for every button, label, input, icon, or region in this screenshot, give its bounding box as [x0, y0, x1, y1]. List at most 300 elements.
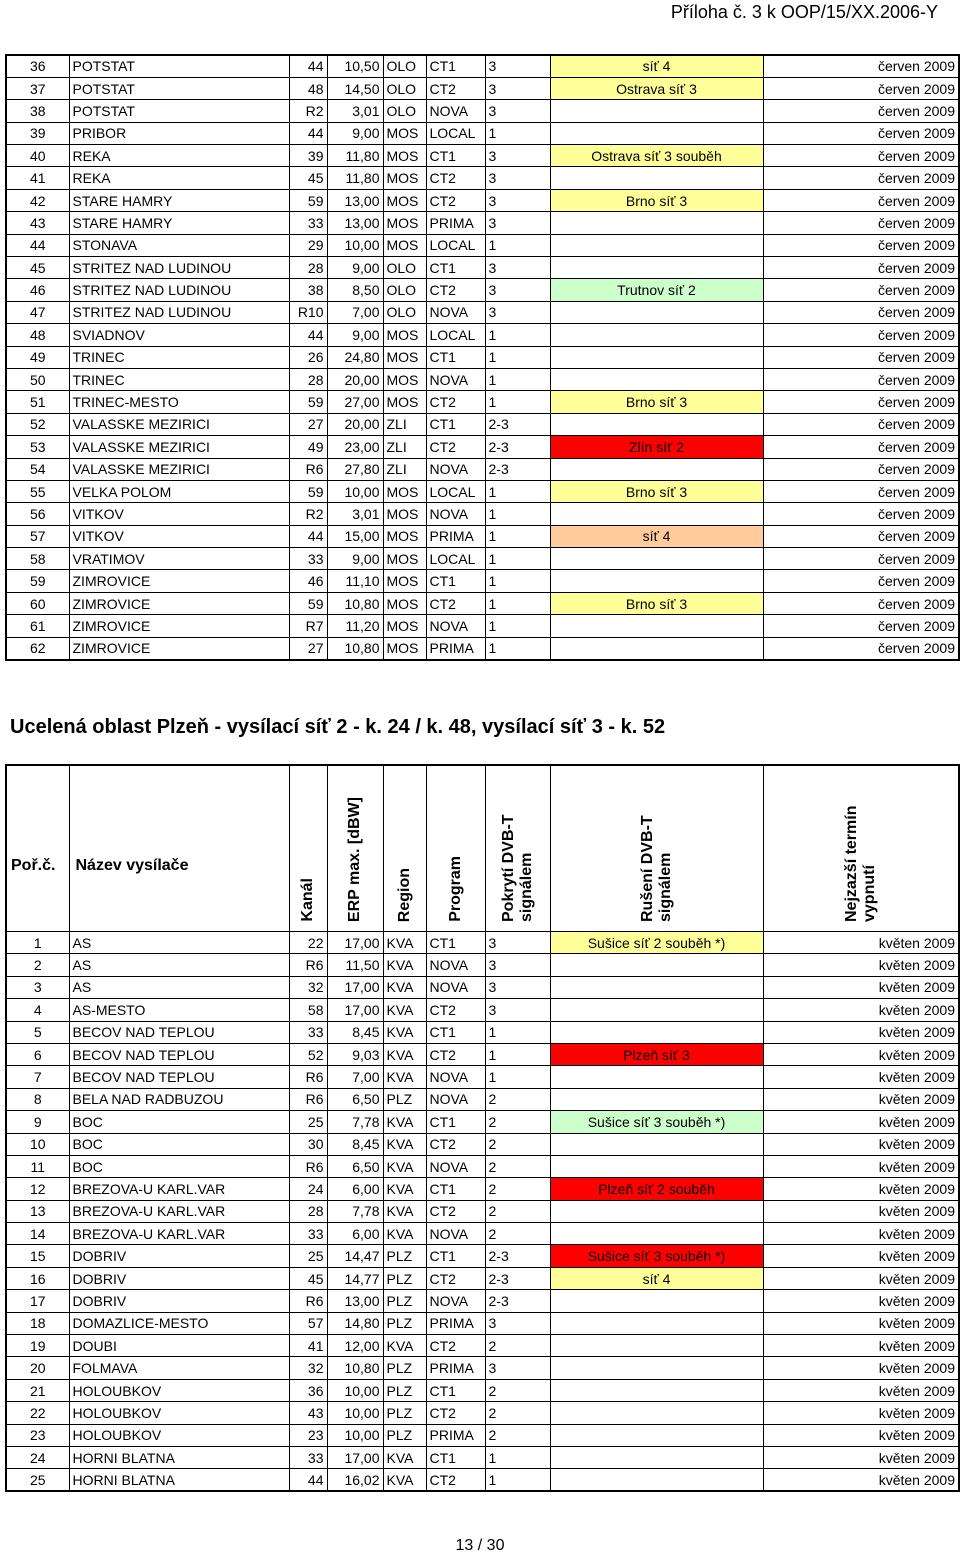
- cell-program: CT2: [426, 1200, 485, 1222]
- cell-switch-off-date: červen 2009: [763, 503, 959, 525]
- cell-switch-off-date: červen 2009: [763, 548, 959, 570]
- table-row: [6, 480, 959, 502]
- cell-coverage: 1: [485, 592, 550, 614]
- cell-interference: [550, 637, 763, 659]
- cell-region: PLZ: [383, 1267, 426, 1289]
- cell-channel: 29: [289, 234, 327, 256]
- cell-interference: Zlín síť 2: [550, 436, 763, 458]
- header-coverage: Pokrytí DVB-T signálem: [485, 765, 550, 932]
- cell-region: MOS: [383, 548, 426, 570]
- cell-switch-off-date: červen 2009: [763, 301, 959, 323]
- cell-number: 40: [6, 145, 69, 167]
- cell-interference: [550, 1021, 763, 1043]
- cell-channel: 44: [289, 55, 327, 77]
- table-row: [6, 1133, 959, 1155]
- cell-program: CT1: [426, 257, 485, 279]
- cell-coverage: 2: [485, 1178, 550, 1200]
- table-row: [6, 976, 959, 998]
- cell-transmitter-name: AS: [69, 976, 289, 998]
- cell-interference: [550, 1312, 763, 1334]
- cell-number: 2: [6, 954, 69, 976]
- cell-number: 42: [6, 189, 69, 211]
- cell-number: 8: [6, 1088, 69, 1110]
- table-row: [6, 1469, 959, 1491]
- cell-erp: 9,03: [327, 1043, 383, 1065]
- cell-interference: Sušice síť 3 souběh *): [550, 1245, 763, 1267]
- cell-interference: [550, 1469, 763, 1491]
- cell-number: 6: [6, 1043, 69, 1065]
- cell-program: PRIMA: [426, 1424, 485, 1446]
- cell-erp: 11,20: [327, 615, 383, 637]
- cell-coverage: 2-3: [485, 413, 550, 435]
- cell-erp: 15,00: [327, 525, 383, 547]
- cell-transmitter-name: VITKOV: [69, 503, 289, 525]
- cell-program: CT2: [426, 1043, 485, 1065]
- cell-region: PLZ: [383, 1290, 426, 1312]
- cell-number: 36: [6, 55, 69, 77]
- cell-erp: 20,00: [327, 368, 383, 390]
- table-row: [6, 1021, 959, 1043]
- table-row: [6, 279, 959, 301]
- cell-channel: 32: [289, 976, 327, 998]
- cell-channel: 48: [289, 77, 327, 99]
- cell-switch-off-date: květen 2009: [763, 1402, 959, 1424]
- table-row: [6, 346, 959, 368]
- table-row: [6, 167, 959, 189]
- cell-coverage: 1: [485, 1066, 550, 1088]
- cell-switch-off-date: květen 2009: [763, 999, 959, 1021]
- cell-erp: 17,00: [327, 1446, 383, 1468]
- cell-interference: [550, 167, 763, 189]
- cell-switch-off-date: červen 2009: [763, 458, 959, 480]
- cell-number: 53: [6, 436, 69, 458]
- cell-region: MOS: [383, 592, 426, 614]
- cell-channel: 49: [289, 436, 327, 458]
- cell-erp: 3,01: [327, 503, 383, 525]
- table-row: [6, 413, 959, 435]
- cell-interference: [550, 458, 763, 480]
- cell-coverage: 3: [485, 212, 550, 234]
- cell-switch-off-date: červen 2009: [763, 167, 959, 189]
- cell-channel: R7: [289, 615, 327, 637]
- cell-region: KVA: [383, 1043, 426, 1065]
- cell-transmitter-name: VALASSKE MEZIRICI: [69, 458, 289, 480]
- cell-channel: 33: [289, 548, 327, 570]
- header-number: Poř.č.: [6, 765, 69, 932]
- cell-program: NOVA: [426, 100, 485, 122]
- cell-erp: 10,80: [327, 637, 383, 659]
- cell-switch-off-date: červen 2009: [763, 436, 959, 458]
- cell-channel: 59: [289, 592, 327, 614]
- cell-erp: 11,50: [327, 954, 383, 976]
- cell-number: 56: [6, 503, 69, 525]
- cell-channel: 58: [289, 999, 327, 1021]
- cell-coverage: 2: [485, 1088, 550, 1110]
- cell-interference: [550, 1200, 763, 1222]
- cell-switch-off-date: květen 2009: [763, 1066, 959, 1088]
- cell-coverage: 2: [485, 1200, 550, 1222]
- cell-interference: Sušice síť 2 souběh *): [550, 932, 763, 954]
- cell-program: CT2: [426, 1469, 485, 1491]
- cell-number: 58: [6, 548, 69, 570]
- cell-region: MOS: [383, 391, 426, 413]
- cell-region: MOS: [383, 615, 426, 637]
- cell-erp: 27,80: [327, 458, 383, 480]
- cell-number: 18: [6, 1312, 69, 1334]
- cell-switch-off-date: květen 2009: [763, 1469, 959, 1491]
- cell-switch-off-date: květen 2009: [763, 1379, 959, 1401]
- cell-channel: 25: [289, 1111, 327, 1133]
- cell-interference: [550, 346, 763, 368]
- table-row: [6, 1088, 959, 1110]
- cell-transmitter-name: BOC: [69, 1111, 289, 1133]
- cell-channel: 45: [289, 1267, 327, 1289]
- cell-program: NOVA: [426, 976, 485, 998]
- table-row: [6, 436, 959, 458]
- cell-region: MOS: [383, 324, 426, 346]
- cell-channel: R6: [289, 458, 327, 480]
- cell-erp: 14,47: [327, 1245, 383, 1267]
- cell-transmitter-name: TRINEC-MESTO: [69, 391, 289, 413]
- cell-transmitter-name: DOBRIV: [69, 1290, 289, 1312]
- cell-switch-off-date: květen 2009: [763, 1312, 959, 1334]
- cell-coverage: 1: [485, 391, 550, 413]
- cell-region: KVA: [383, 1066, 426, 1088]
- cell-number: 13: [6, 1200, 69, 1222]
- cell-coverage: 2-3: [485, 1290, 550, 1312]
- table-row: [6, 1178, 959, 1200]
- cell-erp: 13,00: [327, 1290, 383, 1312]
- table-row: [6, 999, 959, 1021]
- cell-interference: Brno síť 3: [550, 592, 763, 614]
- cell-transmitter-name: STRITEZ NAD LUDINOU: [69, 257, 289, 279]
- cell-channel: R2: [289, 503, 327, 525]
- cell-erp: 17,00: [327, 976, 383, 998]
- cell-interference: [550, 1133, 763, 1155]
- cell-number: 19: [6, 1335, 69, 1357]
- cell-region: MOS: [383, 525, 426, 547]
- page-number: 13 / 30: [455, 1537, 505, 1554]
- cell-coverage: 3: [485, 77, 550, 99]
- cell-transmitter-name: FOLMAVA: [69, 1357, 289, 1379]
- table-row: [6, 100, 959, 122]
- cell-coverage: 2-3: [485, 458, 550, 480]
- cell-coverage: 1: [485, 1446, 550, 1468]
- cell-interference: [550, 413, 763, 435]
- cell-channel: R6: [289, 954, 327, 976]
- cell-number: 7: [6, 1066, 69, 1088]
- cell-region: MOS: [383, 234, 426, 256]
- cell-channel: 33: [289, 212, 327, 234]
- cell-region: OLO: [383, 301, 426, 323]
- header-erp: ERP max. [dBW]: [327, 765, 383, 932]
- cell-number: 10: [6, 1133, 69, 1155]
- cell-channel: 59: [289, 480, 327, 502]
- table-row: [6, 1111, 959, 1133]
- cell-number: 21: [6, 1379, 69, 1401]
- cell-switch-off-date: květen 2009: [763, 976, 959, 998]
- cell-coverage: 1: [485, 1021, 550, 1043]
- cell-channel: 36: [289, 1379, 327, 1401]
- cell-coverage: 1: [485, 480, 550, 502]
- cell-erp: 17,00: [327, 932, 383, 954]
- cell-number: 54: [6, 458, 69, 480]
- cell-region: MOS: [383, 212, 426, 234]
- cell-program: CT1: [426, 55, 485, 77]
- cell-erp: 10,00: [327, 1379, 383, 1401]
- cell-transmitter-name: BECOV NAD TEPLOU: [69, 1021, 289, 1043]
- cell-channel: 59: [289, 189, 327, 211]
- cell-interference: Plzeň síť 2 souběh: [550, 1178, 763, 1200]
- cell-program: CT1: [426, 932, 485, 954]
- cell-program: NOVA: [426, 368, 485, 390]
- cell-number: 37: [6, 77, 69, 99]
- cell-erp: 23,00: [327, 436, 383, 458]
- cell-channel: 52: [289, 1043, 327, 1065]
- cell-channel: 33: [289, 1021, 327, 1043]
- cell-program: NOVA: [426, 954, 485, 976]
- header-name: Název vysílače: [69, 765, 289, 932]
- cell-number: 43: [6, 212, 69, 234]
- cell-program: CT2: [426, 77, 485, 99]
- cell-transmitter-name: ZIMROVICE: [69, 615, 289, 637]
- table-row: [6, 637, 959, 659]
- cell-program: CT1: [426, 346, 485, 368]
- cell-program: PRIMA: [426, 1357, 485, 1379]
- cell-number: 62: [6, 637, 69, 659]
- cell-channel: 28: [289, 257, 327, 279]
- cell-region: OLO: [383, 279, 426, 301]
- cell-interference: [550, 212, 763, 234]
- cell-region: PLZ: [383, 1379, 426, 1401]
- cell-coverage: 2: [485, 1155, 550, 1177]
- cell-program: CT2: [426, 279, 485, 301]
- cell-region: PLZ: [383, 1245, 426, 1267]
- cell-erp: 6,50: [327, 1155, 383, 1177]
- cell-interference: [550, 976, 763, 998]
- table-row: [6, 234, 959, 256]
- cell-channel: 45: [289, 167, 327, 189]
- cell-erp: 8,45: [327, 1021, 383, 1043]
- cell-switch-off-date: červen 2009: [763, 592, 959, 614]
- cell-transmitter-name: ZIMROVICE: [69, 637, 289, 659]
- table-row: [6, 1066, 959, 1088]
- table-row: [6, 1357, 959, 1379]
- cell-channel: 57: [289, 1312, 327, 1334]
- cell-program: NOVA: [426, 615, 485, 637]
- table-row: [6, 458, 959, 480]
- table-row: [6, 301, 959, 323]
- cell-interference: [550, 615, 763, 637]
- cell-coverage: 1: [485, 525, 550, 547]
- cell-erp: 7,00: [327, 1066, 383, 1088]
- cell-program: CT2: [426, 189, 485, 211]
- cell-channel: 24: [289, 1178, 327, 1200]
- cell-number: 52: [6, 413, 69, 435]
- cell-program: CT2: [426, 592, 485, 614]
- cell-channel: 26: [289, 346, 327, 368]
- cell-switch-off-date: květen 2009: [763, 1245, 959, 1267]
- cell-number: 17: [6, 1290, 69, 1312]
- cell-number: 57: [6, 525, 69, 547]
- cell-switch-off-date: květen 2009: [763, 1043, 959, 1065]
- cell-program: CT1: [426, 145, 485, 167]
- cell-program: PRIMA: [426, 212, 485, 234]
- cell-channel: R6: [289, 1155, 327, 1177]
- cell-erp: 16,02: [327, 1469, 383, 1491]
- cell-number: 12: [6, 1178, 69, 1200]
- cell-number: 5: [6, 1021, 69, 1043]
- cell-channel: 22: [289, 932, 327, 954]
- cell-coverage: 1: [485, 1469, 550, 1491]
- cell-coverage: 3: [485, 301, 550, 323]
- cell-number: 23: [6, 1424, 69, 1446]
- cell-switch-off-date: červen 2009: [763, 368, 959, 390]
- cell-channel: 33: [289, 1223, 327, 1245]
- cell-erp: 6,00: [327, 1223, 383, 1245]
- cell-erp: 6,50: [327, 1088, 383, 1110]
- cell-region: KVA: [383, 932, 426, 954]
- cell-erp: 9,00: [327, 122, 383, 144]
- cell-erp: 9,00: [327, 257, 383, 279]
- table-row: [6, 615, 959, 637]
- cell-number: 4: [6, 999, 69, 1021]
- cell-transmitter-name: TRINEC: [69, 346, 289, 368]
- cell-channel: 28: [289, 1200, 327, 1222]
- cell-interference: [550, 954, 763, 976]
- cell-coverage: 1: [485, 615, 550, 637]
- cell-region: KVA: [383, 1200, 426, 1222]
- cell-transmitter-name: HOLOUBKOV: [69, 1402, 289, 1424]
- table-row: [6, 77, 959, 99]
- cell-transmitter-name: BELA NAD RADBUZOU: [69, 1088, 289, 1110]
- cell-channel: R10: [289, 301, 327, 323]
- cell-interference: [550, 257, 763, 279]
- cell-program: CT1: [426, 413, 485, 435]
- table-row: [6, 570, 959, 592]
- cell-program: NOVA: [426, 503, 485, 525]
- cell-erp: 11,10: [327, 570, 383, 592]
- cell-region: KVA: [383, 1133, 426, 1155]
- cell-number: 49: [6, 346, 69, 368]
- cell-erp: 27,00: [327, 391, 383, 413]
- cell-transmitter-name: BOC: [69, 1155, 289, 1177]
- cell-channel: 46: [289, 570, 327, 592]
- cell-switch-off-date: květen 2009: [763, 1290, 959, 1312]
- cell-coverage: 1: [485, 368, 550, 390]
- cell-interference: [550, 1155, 763, 1177]
- cell-switch-off-date: červen 2009: [763, 234, 959, 256]
- cell-transmitter-name: VRATIMOV: [69, 548, 289, 570]
- cell-transmitter-name: PRIBOR: [69, 122, 289, 144]
- cell-interference: [550, 1066, 763, 1088]
- cell-region: PLZ: [383, 1312, 426, 1334]
- cell-transmitter-name: BREZOVA-U KARL.VAR: [69, 1178, 289, 1200]
- cell-transmitter-name: POTSTAT: [69, 100, 289, 122]
- cell-coverage: 2: [485, 1133, 550, 1155]
- cell-program: PRIMA: [426, 1312, 485, 1334]
- cell-program: NOVA: [426, 1290, 485, 1312]
- cell-interference: Brno síť 3: [550, 391, 763, 413]
- cell-switch-off-date: květen 2009: [763, 1424, 959, 1446]
- cell-number: 46: [6, 279, 69, 301]
- cell-transmitter-name: DOBRIV: [69, 1267, 289, 1289]
- cell-region: KVA: [383, 1021, 426, 1043]
- cell-coverage: 1: [485, 503, 550, 525]
- transmitter-table-moravia: [5, 54, 960, 661]
- cell-interference: [550, 1223, 763, 1245]
- cell-program: CT2: [426, 1335, 485, 1357]
- cell-coverage: 1: [485, 324, 550, 346]
- cell-interference: [550, 122, 763, 144]
- cell-program: LOCAL: [426, 480, 485, 502]
- cell-program: CT1: [426, 1446, 485, 1468]
- cell-switch-off-date: květen 2009: [763, 1021, 959, 1043]
- cell-program: PRIMA: [426, 637, 485, 659]
- cell-region: OLO: [383, 100, 426, 122]
- cell-erp: 14,77: [327, 1267, 383, 1289]
- cell-erp: 10,80: [327, 1357, 383, 1379]
- cell-coverage: 3: [485, 257, 550, 279]
- cell-interference: [550, 301, 763, 323]
- table-row: [6, 1379, 959, 1401]
- cell-switch-off-date: květen 2009: [763, 1357, 959, 1379]
- cell-number: 39: [6, 122, 69, 144]
- table-row: [6, 1312, 959, 1334]
- cell-program: CT2: [426, 1133, 485, 1155]
- cell-number: 41: [6, 167, 69, 189]
- cell-erp: 7,00: [327, 301, 383, 323]
- table-row: [6, 503, 959, 525]
- cell-coverage: 3: [485, 55, 550, 77]
- header-region: Region: [383, 765, 426, 932]
- table-row: [6, 212, 959, 234]
- cell-erp: 3,01: [327, 100, 383, 122]
- cell-coverage: 3: [485, 100, 550, 122]
- cell-region: ZLI: [383, 458, 426, 480]
- cell-switch-off-date: červen 2009: [763, 279, 959, 301]
- cell-transmitter-name: BREZOVA-U KARL.VAR: [69, 1200, 289, 1222]
- cell-erp: 17,00: [327, 999, 383, 1021]
- cell-switch-off-date: červen 2009: [763, 480, 959, 502]
- table-row: [6, 391, 959, 413]
- cell-erp: 24,80: [327, 346, 383, 368]
- cell-interference: [550, 234, 763, 256]
- cell-region: MOS: [383, 503, 426, 525]
- cell-coverage: 2-3: [485, 1245, 550, 1267]
- cell-coverage: 1: [485, 570, 550, 592]
- cell-coverage: 3: [485, 167, 550, 189]
- cell-channel: 25: [289, 1245, 327, 1267]
- cell-number: 25: [6, 1469, 69, 1491]
- cell-switch-off-date: červen 2009: [763, 189, 959, 211]
- cell-coverage: 3: [485, 999, 550, 1021]
- cell-number: 61: [6, 615, 69, 637]
- cell-program: NOVA: [426, 301, 485, 323]
- cell-interference: [550, 999, 763, 1021]
- cell-transmitter-name: BECOV NAD TEPLOU: [69, 1043, 289, 1065]
- cell-interference: [550, 1335, 763, 1357]
- cell-switch-off-date: červen 2009: [763, 570, 959, 592]
- cell-region: MOS: [383, 570, 426, 592]
- cell-number: 51: [6, 391, 69, 413]
- cell-erp: 10,00: [327, 1402, 383, 1424]
- cell-number: 15: [6, 1245, 69, 1267]
- table-row: [6, 1043, 959, 1065]
- cell-interference: [550, 570, 763, 592]
- cell-channel: 39: [289, 145, 327, 167]
- cell-region: PLZ: [383, 1088, 426, 1110]
